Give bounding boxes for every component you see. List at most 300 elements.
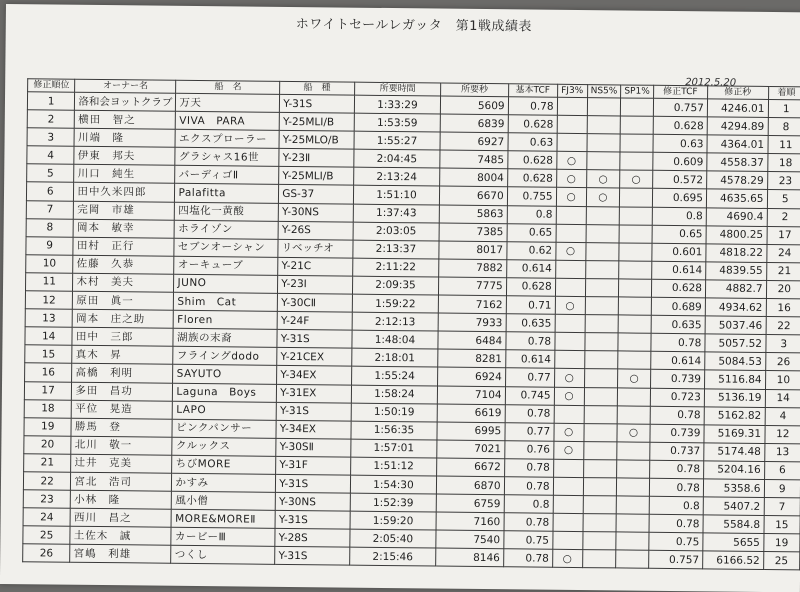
cell-corrected-seconds: 5162.82 [704, 406, 765, 425]
cell-corrected-tcf: 0.739 [650, 424, 704, 443]
cell-fj [557, 115, 587, 133]
cell-time: 1:54:30 [350, 475, 437, 494]
cell-boat: エクスプローラー [175, 129, 279, 148]
cell-boat: VIVA PARA [176, 111, 280, 130]
cell-corrected-seconds: 6166.52 [703, 551, 764, 570]
cell-owner: 川端 隆 [74, 128, 175, 147]
cell-tcf: 0.755 [507, 187, 556, 206]
cell-sp: ○ [618, 369, 651, 387]
cell-fj: ○ [555, 242, 585, 260]
cell-rank: 13 [25, 309, 73, 328]
cell-tcf: 0.628 [507, 169, 556, 188]
cell-type: Y-34EX [276, 420, 351, 439]
cell-type: Y-21C [278, 257, 353, 276]
cell-time: 2:04:45 [353, 149, 440, 168]
cell-owner: 宮嶋 利雄 [70, 545, 171, 564]
cell-arrival: 12 [764, 425, 800, 443]
cell-arrival: 11 [767, 136, 800, 154]
cell-seconds: 7882 [439, 259, 507, 278]
cell-owner: 勝馬 登 [71, 418, 172, 437]
cell-corrected-tcf: 0.757 [653, 98, 707, 117]
cell-tcf: 0.628 [507, 151, 556, 170]
cell-rank: 20 [24, 435, 72, 454]
cell-seconds: 6619 [437, 404, 505, 423]
cell-corrected-seconds: 5116.84 [704, 370, 765, 389]
cell-time: 1:51:10 [353, 186, 440, 205]
cell-type: Y-30CⅡ [278, 293, 353, 312]
header-boat: 船 名 [176, 80, 280, 94]
cell-owner: 土佐木 誠 [70, 526, 171, 545]
cell-tcf: 0.614 [506, 260, 555, 279]
cell-owner: 田中久米四郎 [74, 183, 175, 202]
cell-owner: 宮北 浩司 [71, 472, 172, 491]
cell-seconds: 6759 [436, 494, 504, 513]
cell-arrival: 21 [766, 262, 800, 280]
cell-corrected-tcf: 0.723 [650, 388, 704, 407]
cell-fj: ○ [556, 152, 586, 170]
header-fj: FJ3% [557, 84, 587, 97]
cell-arrival: 4 [765, 407, 800, 425]
cell-time: 2:15:46 [349, 547, 436, 566]
cell-seconds: 5863 [439, 205, 507, 224]
cell-owner: 辻井 克美 [71, 454, 172, 473]
cell-corrected-tcf: 0.757 [648, 551, 702, 570]
cell-rank: 10 [26, 255, 74, 274]
cell-corrected-tcf: 0.614 [651, 261, 705, 280]
cell-type: Y-21CEX [277, 348, 352, 367]
cell-rank: 6 [26, 182, 74, 201]
cell-arrival: 23 [767, 172, 800, 190]
cell-fj [557, 97, 587, 115]
cell-arrival: 13 [764, 443, 800, 461]
cell-tcf: 0.75 [503, 531, 552, 550]
cell-time: 1:48:04 [352, 330, 439, 349]
cell-rank: 9 [26, 236, 74, 255]
cell-rank: 12 [25, 291, 73, 310]
cell-corrected-tcf: 0.695 [652, 189, 706, 208]
cell-type: Y-31EX [277, 384, 352, 403]
cell-type: Y-31S [276, 474, 351, 493]
cell-type: Y-25MLO/B [279, 131, 354, 150]
cell-corrected-seconds: 5084.53 [705, 352, 766, 371]
cell-arrival: 22 [766, 317, 800, 335]
cell-arrival: 18 [767, 154, 800, 172]
cell-time: 1:53:59 [354, 113, 441, 132]
cell-boat: ピンクパンサー [172, 419, 276, 438]
cell-type: Y-26S [278, 221, 353, 240]
cell-corrected-tcf: 0.63 [653, 134, 707, 153]
cell-sp [617, 478, 650, 496]
cell-corrected-seconds: 4635.65 [706, 189, 767, 208]
cell-corrected-tcf: 0.739 [650, 370, 704, 389]
cell-rank: 16 [25, 363, 73, 382]
cell-seconds: 7162 [439, 295, 507, 314]
cell-rank: 22 [23, 472, 71, 491]
cell-fj [555, 278, 585, 296]
cell-owner: 岡本 庄之助 [73, 309, 174, 328]
cell-type: Y-31S [275, 511, 350, 530]
cell-corrected-seconds: 4690.4 [706, 207, 767, 226]
cell-boat: 四塩化一黄酸 [175, 202, 279, 221]
cell-owner: 原田 眞一 [73, 291, 174, 310]
cell-owner: 小林 隆 [71, 490, 172, 509]
cell-owner: 田中 三郎 [72, 327, 173, 346]
cell-seconds: 8281 [438, 349, 506, 368]
cell-corrected-seconds: 5407.2 [703, 497, 764, 516]
cell-seconds: 8017 [439, 241, 507, 260]
cell-rank: 7 [26, 200, 74, 219]
cell-rank: 11 [25, 273, 73, 292]
cell-sp [620, 188, 653, 206]
cell-type: Y-23Ⅰ [278, 275, 353, 294]
cell-rank: 21 [24, 454, 72, 473]
cell-seconds: 6924 [438, 367, 506, 386]
cell-tcf: 0.78 [504, 477, 553, 496]
cell-boat: カービーⅢ [171, 528, 275, 547]
cell-sp [617, 442, 650, 460]
cell-sp [617, 460, 650, 478]
cell-ns [587, 116, 621, 134]
cell-time: 1:55:27 [354, 131, 441, 150]
cell-seconds: 7385 [439, 223, 507, 242]
cell-fj [557, 133, 587, 151]
header-rank: 修正順位 [28, 79, 76, 92]
cell-tcf: 0.78 [508, 97, 557, 116]
cell-time: 1:51:12 [350, 457, 437, 476]
cell-ns: ○ [586, 170, 620, 188]
cell-ns [585, 260, 619, 278]
results-sheet [0, 4, 800, 592]
cell-type: Y-30SⅡ [276, 438, 351, 457]
cell-boat: ちびMORE [172, 455, 276, 474]
cell-sp [618, 351, 651, 369]
cell-corrected-seconds: 5204.16 [703, 461, 764, 480]
cell-seconds: 6927 [440, 132, 508, 151]
cell-seconds: 7160 [436, 512, 504, 531]
cell-boat: SAYUTO [173, 365, 277, 384]
cell-tcf: 0.745 [505, 386, 554, 405]
cell-type: Y-31S [276, 402, 351, 421]
cell-boat: MORE&MOREⅡ [172, 509, 276, 528]
cell-ns [583, 423, 617, 441]
cell-corrected-tcf: 0.78 [649, 478, 703, 497]
cell-arrival: 2 [767, 208, 800, 226]
cell-corrected-tcf: 0.601 [652, 243, 706, 262]
cell-sp [617, 406, 650, 424]
cell-time: 1:37:43 [353, 204, 440, 223]
cell-rank: 19 [24, 417, 72, 436]
cell-arrival: 24 [766, 244, 800, 262]
cell-tcf: 0.635 [506, 314, 555, 333]
cell-corrected-tcf: 0.628 [651, 279, 705, 298]
cell-owner: 横田 智之 [75, 110, 176, 129]
cell-rank: 3 [27, 128, 75, 147]
cell-ns [584, 333, 618, 351]
cell-fj [553, 513, 583, 531]
cell-type: Y-24F [277, 311, 352, 330]
cell-corrected-seconds: 4558.37 [707, 153, 768, 172]
cell-corrected-tcf: 0.8 [652, 207, 706, 226]
header-corrected-tcf: 修正TCF [653, 85, 707, 99]
cell-corrected-seconds: 5136.19 [704, 388, 765, 407]
cell-tcf: 0.78 [506, 332, 555, 351]
cell-arrival: 5 [767, 190, 800, 208]
cell-arrival: 9 [764, 479, 800, 497]
cell-corrected-tcf: 0.572 [652, 171, 706, 190]
cell-boat: 湖族の末裔 [173, 328, 277, 347]
cell-corrected-seconds: 4364.01 [707, 135, 768, 154]
cell-seconds: 7933 [438, 313, 506, 332]
cell-boat: フライングdodo [173, 347, 277, 366]
cell-tcf: 0.65 [507, 223, 556, 242]
cell-sp: ○ [620, 170, 653, 188]
cell-rank: 5 [27, 164, 75, 183]
cell-type: Y-34EX [277, 366, 352, 385]
header-tcf: 基本TCF [508, 84, 557, 98]
cell-arrival: 15 [763, 516, 800, 534]
cell-corrected-tcf: 0.78 [649, 460, 703, 479]
cell-boat: バーディゴⅡ [175, 166, 279, 185]
cell-owner: 真木 昇 [72, 346, 173, 365]
cell-sp [618, 333, 651, 351]
cell-sp [620, 152, 653, 170]
cell-type: Y-30NS [275, 492, 350, 511]
cell-rank: 18 [24, 399, 72, 418]
cell-ns [583, 514, 617, 532]
cell-rank: 17 [24, 381, 72, 400]
header-sp: SP1% [621, 85, 654, 98]
cell-fj [554, 405, 584, 423]
cell-corrected-tcf: 0.78 [651, 333, 705, 352]
cell-fj: ○ [554, 369, 584, 387]
cell-tcf: 0.78 [505, 404, 554, 423]
cell-boat: クルックス [172, 437, 276, 456]
cell-sp [616, 496, 649, 514]
cell-seconds: 7775 [439, 277, 507, 296]
header-time: 所要時間 [354, 82, 441, 96]
cell-corrected-seconds: 4800.25 [706, 225, 767, 244]
cell-time: 1:33:29 [354, 95, 441, 114]
cell-sp [619, 297, 652, 315]
document-title: ホワイトセールレガッタ 第1戦成績表 [295, 17, 533, 35]
cell-owner: 完岡 市雄 [74, 201, 175, 220]
cell-ns [585, 279, 619, 297]
cell-arrival: 26 [765, 353, 800, 371]
results-body [23, 92, 800, 571]
cell-tcf: 0.8 [507, 205, 556, 224]
cell-sp [616, 550, 649, 568]
cell-time: 2:12:13 [352, 312, 439, 331]
cell-corrected-tcf: 0.737 [649, 442, 703, 461]
cell-boat: Laguna Boys [173, 383, 277, 402]
cell-seconds: 6839 [440, 114, 508, 133]
cell-ns [585, 315, 619, 333]
cell-corrected-seconds: 4294.89 [707, 117, 768, 136]
cell-time: 1:50:19 [351, 403, 438, 422]
cell-sp [619, 206, 652, 224]
cell-tcf: 0.614 [505, 350, 554, 369]
header-corrected-seconds: 修正秒 [707, 86, 768, 100]
cell-seconds: 6484 [438, 331, 506, 350]
cell-corrected-tcf: 0.75 [648, 533, 702, 552]
cell-time: 2:03:05 [353, 222, 440, 241]
cell-sp [619, 243, 652, 261]
cell-owner: 平位 晃造 [72, 400, 173, 419]
cell-owner: 川口 純生 [74, 165, 175, 184]
cell-type: Y-25MLI/B [279, 167, 354, 186]
cell-corrected-seconds: 5358.6 [703, 479, 764, 498]
cell-seconds: 7485 [440, 150, 508, 169]
cell-owner: 佐藤 久恭 [73, 255, 174, 274]
cell-owner: 高橋 利明 [72, 364, 173, 383]
cell-arrival: 10 [765, 371, 800, 389]
cell-boat: グラシャス16世 [175, 148, 279, 167]
cell-corrected-seconds: 5169.31 [704, 425, 765, 444]
cell-owner: 西川 昌之 [70, 508, 171, 527]
cell-corrected-seconds: 4818.22 [706, 244, 767, 263]
cell-type: Y-31S [280, 94, 355, 113]
cell-boat: オーキューブ [174, 256, 278, 275]
cell-seconds: 8004 [440, 168, 508, 187]
cell-corrected-tcf: 0.628 [653, 116, 707, 135]
cell-arrival: 1 [768, 99, 800, 117]
cell-boat: つくし [171, 546, 275, 565]
cell-rank: 4 [27, 146, 75, 165]
cell-arrival: 25 [763, 552, 800, 570]
cell-fj [555, 314, 585, 332]
header-type: 船 種 [280, 81, 355, 95]
cell-sp [616, 532, 649, 550]
cell-arrival: 3 [765, 335, 800, 353]
results-table [22, 78, 800, 571]
cell-time: 1:58:24 [351, 385, 438, 404]
cell-time: 1:59:20 [350, 511, 437, 530]
cell-fj [553, 495, 583, 513]
cell-ns [583, 459, 617, 477]
cell-boat: セブンオーシャン [174, 238, 278, 257]
cell-tcf: 0.78 [504, 513, 553, 532]
cell-fj: ○ [554, 387, 584, 405]
cell-ns [586, 206, 620, 224]
cell-fj: ○ [552, 550, 582, 568]
cell-seconds: 8146 [436, 548, 504, 567]
cell-tcf: 0.76 [504, 441, 553, 460]
cell-time: 2:05:40 [349, 529, 436, 548]
cell-sp [619, 261, 652, 279]
cell-time: 2:13:37 [353, 240, 440, 259]
cell-sp [619, 225, 652, 243]
cell-corrected-seconds: 4934.62 [705, 298, 766, 317]
cell-ns [584, 369, 618, 387]
cell-seconds: 6670 [440, 187, 508, 206]
cell-seconds: 6995 [437, 422, 505, 441]
cell-sp [618, 387, 651, 405]
cell-type: リベッチオ [278, 239, 353, 258]
cell-time: 2:11:22 [352, 258, 439, 277]
cell-time: 1:56:35 [351, 421, 438, 440]
cell-boat: Shim Cat [174, 292, 278, 311]
cell-arrival: 14 [765, 389, 800, 407]
cell-arrival: 20 [766, 280, 800, 298]
cell-sp [619, 279, 652, 297]
cell-tcf: 0.628 [508, 115, 557, 134]
cell-boat: 万天 [176, 93, 280, 112]
cell-ns [583, 496, 617, 514]
cell-rank: 14 [25, 327, 73, 346]
cell-sp [620, 116, 653, 134]
cell-arrival: 6 [764, 461, 800, 479]
cell-owner: 多田 昌功 [72, 382, 173, 401]
cell-seconds: 6672 [437, 458, 505, 477]
cell-tcf: 0.628 [506, 278, 555, 297]
cell-arrival: 7 [764, 498, 800, 516]
cell-corrected-tcf: 0.614 [650, 352, 704, 371]
cell-tcf: 0.77 [505, 368, 554, 387]
cell-fj [555, 332, 585, 350]
cell-boat: LAPO [173, 401, 277, 420]
cell-time: 1:57:01 [350, 439, 437, 458]
cell-seconds: 7540 [436, 530, 504, 549]
cell-corrected-seconds: 4578.29 [707, 171, 768, 190]
cell-arrival: 19 [763, 534, 800, 552]
cell-fj: ○ [554, 423, 584, 441]
cell-fj [556, 224, 586, 242]
cell-owner: 北川 敬一 [71, 436, 172, 455]
cell-boat: Palafitta [175, 184, 279, 203]
cell-time: 2:13:24 [353, 168, 440, 187]
cell-ns [587, 98, 621, 116]
cell-boat: 風小僧 [172, 491, 276, 510]
cell-ns: ○ [586, 188, 620, 206]
cell-seconds: 6870 [437, 476, 505, 495]
header-owner: オーナー名 [75, 79, 176, 93]
cell-type: Y-30NS [278, 203, 353, 222]
cell-corrected-tcf: 0.635 [651, 315, 705, 334]
cell-corrected-seconds: 5037.46 [705, 316, 766, 335]
cell-tcf: 0.62 [507, 242, 556, 261]
cell-rank: 25 [23, 526, 71, 545]
cell-seconds: 7104 [438, 386, 506, 405]
cell-rank: 15 [25, 345, 73, 364]
cell-corrected-seconds: 5584.8 [703, 515, 764, 534]
cell-time: 2:09:35 [352, 276, 439, 295]
cell-sp [620, 134, 653, 152]
cell-corrected-seconds: 4246.01 [707, 99, 768, 118]
cell-ns [584, 405, 618, 423]
cell-sp [618, 315, 651, 333]
cell-corrected-tcf: 0.78 [650, 406, 704, 425]
cell-rank: 1 [27, 92, 75, 111]
cell-fj: ○ [556, 170, 586, 188]
cell-time: 1:52:39 [350, 493, 437, 512]
cell-rank: 8 [26, 218, 74, 237]
cell-fj [553, 477, 583, 495]
cell-sp [616, 514, 649, 532]
cell-ns [584, 387, 618, 405]
cell-fj [556, 206, 586, 224]
cell-tcf: 0.78 [504, 459, 553, 478]
cell-boat: JUNO [174, 274, 278, 293]
cell-rank: 26 [23, 544, 71, 563]
cell-fj [553, 459, 583, 477]
cell-corrected-seconds: 5057.52 [705, 334, 766, 353]
cell-arrival: 17 [767, 226, 800, 244]
cell-corrected-tcf: 0.689 [651, 297, 705, 316]
cell-type: Y-25MLI/B [279, 112, 354, 131]
cell-owner: 岡本 敏幸 [73, 219, 174, 238]
cell-type: Y-31S [275, 547, 350, 566]
cell-rank: 2 [27, 110, 75, 129]
